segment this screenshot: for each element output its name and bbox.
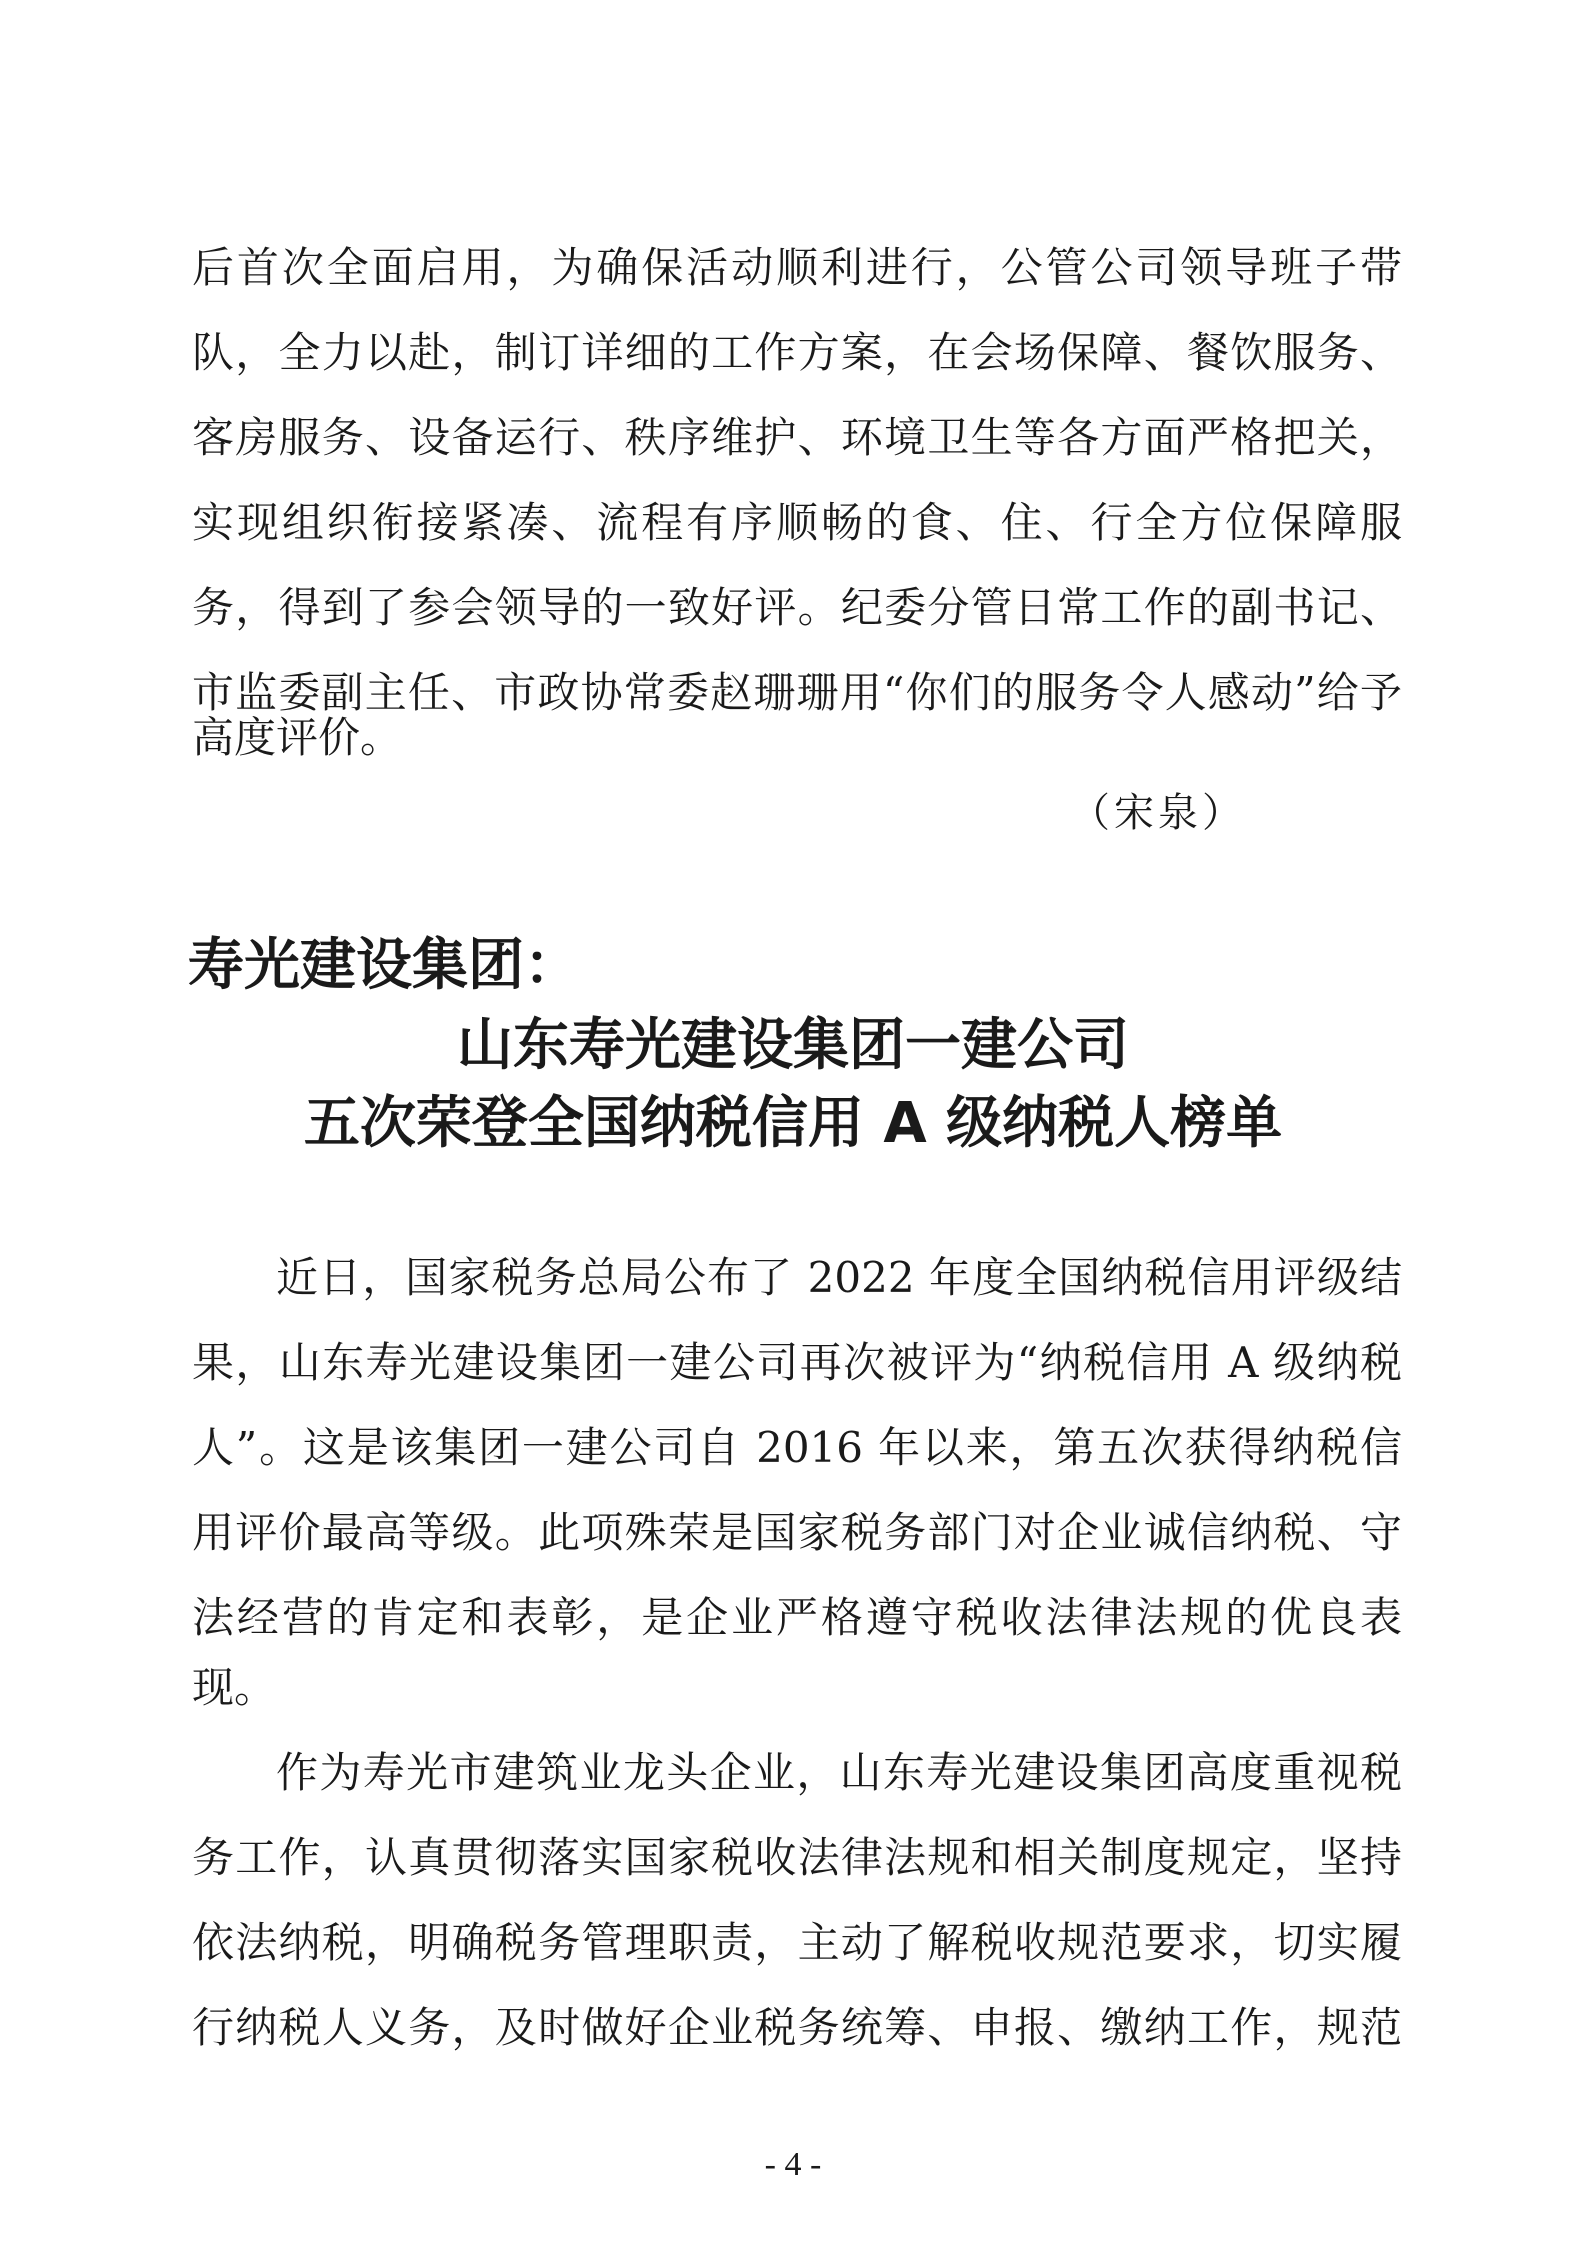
paragraph-line: 近日，国家税务总局公布了 2022 年度全国纳税信用评级结 (276, 1253, 1402, 1302)
intro-line: 后首次全面启用，为确保活动顺利进行，公管公司领导班子带 (192, 243, 1402, 292)
organization-heading: 寿光建设集团： (188, 933, 580, 998)
paragraph-line: 作为寿光市建筑业龙头企业，山东寿光建设集团高度重视税 (276, 1748, 1402, 1797)
page-number: - 4 - (764, 2146, 822, 2183)
paragraph-line: 行纳税人义务，及时做好企业税务统筹、申报、缴纳工作，规范 (192, 2003, 1402, 2052)
paragraph-line: 依法纳税，明确税务管理职责，主动了解税收规范要求，切实履 (192, 1918, 1402, 1967)
paragraph-line: 现。 (192, 1663, 277, 1712)
paragraph-line: 人”。这是该集团一建公司自 2016 年以来，第五次获得纳税信 (192, 1423, 1402, 1472)
paragraph-line: 务工作，认真贯彻落实国家税收法律法规和相关制度规定，坚持 (192, 1833, 1402, 1882)
paragraph-line: 法经营的肯定和表彰，是企业严格遵守税收法律法规的优良表 (192, 1593, 1402, 1642)
article-title-line-2: 五次荣登全国纳税信用 A 级纳税人榜单 (303, 1091, 1283, 1156)
intro-line: 实现组织衔接紧凑、流程有序顺畅的食、住、行全方位保障服 (192, 498, 1402, 547)
paragraph-line: 果，山东寿光建设集团一建公司再次被评为“纳税信用 A 级纳税 (192, 1338, 1402, 1387)
author-signature: （宋泉） (1070, 790, 1246, 836)
intro-line: 队，全力以赴，制订详细的工作方案，在会场保障、餐饮服务、 (192, 328, 1402, 377)
article-title-line-1: 山东寿光建设集团一建公司 (457, 1013, 1129, 1078)
intro-line-final: 高度评价。 (192, 713, 403, 762)
intro-line: 市监委副主任、市政协常委赵珊珊用“你们的服务令人感动”给予 (192, 668, 1402, 717)
paragraph-line: 用评价最高等级。此项殊荣是国家税务部门对企业诚信纳税、守 (192, 1508, 1402, 1557)
intro-line: 务，得到了参会领导的一致好评。纪委分管日常工作的副书记、 (192, 583, 1402, 632)
intro-line: 客房服务、设备运行、秩序维护、环境卫生等各方面严格把关， (192, 413, 1402, 462)
